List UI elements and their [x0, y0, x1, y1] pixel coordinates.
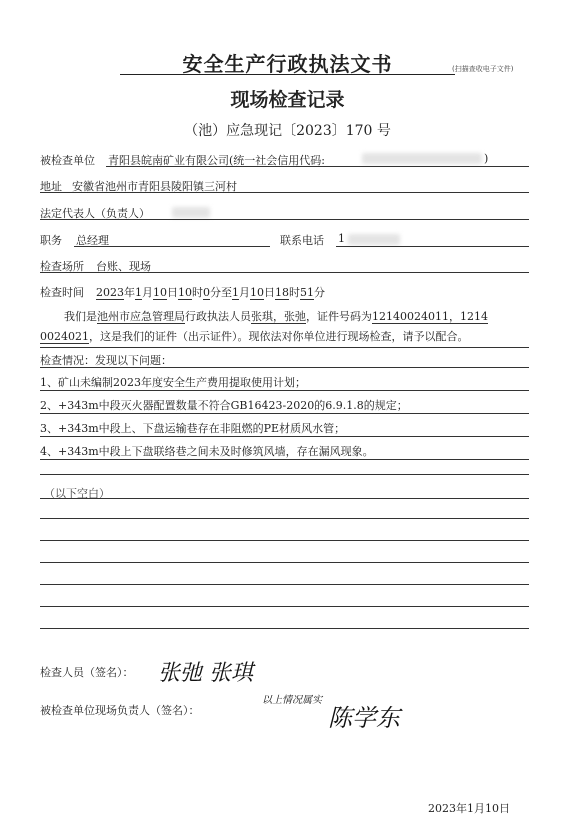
statement-org: 池州市应急管理局	[97, 310, 185, 323]
responsible-signature: 陈学东	[328, 704, 400, 732]
finding-item: 3、+343m中段上、下盘运输巷存在非阻燃的PE材质风水管；	[40, 422, 346, 435]
finding-item: 2、+343m中段灭火器配置数量不符合GB16423-2020的6.9.1.8的规定；	[40, 399, 408, 412]
time-label: 检查时间	[40, 286, 84, 299]
rule-2	[40, 390, 529, 391]
rule-3	[40, 413, 529, 414]
address-value: 安徽省池州市青阳县陵阳镇三河村	[72, 180, 237, 193]
responsible-label: 被检查单位现场负责人（签名）：	[40, 704, 200, 717]
statement-ids-cont: 0024021	[40, 330, 89, 343]
statement-line-2: 0024021，这是我们的证件（出示证件）。现依法对你单位进行现场检查，请予以配合。	[40, 330, 469, 343]
finding-item: 1、矿山未编制2023年度安全生产费用提取使用计划；	[40, 376, 306, 389]
unit-suffix: )	[484, 152, 489, 165]
redacted-legal-rep	[172, 207, 210, 218]
legal-rep-label: 法定代表人（负责人）	[40, 207, 150, 220]
title-underline	[120, 74, 455, 75]
responsible-signature-note: 以上情况属实	[262, 695, 322, 706]
rule-8	[40, 518, 529, 519]
blank-note: （以下空白）	[44, 487, 110, 500]
phone-label: 联系电话	[280, 234, 324, 247]
rule-1	[40, 367, 529, 368]
place-label: 检查场所	[40, 260, 84, 273]
rule-7	[40, 498, 529, 499]
rule-4	[40, 436, 529, 437]
unit-underline	[106, 166, 529, 167]
statement-line-1: 我们是池州市应急管理局行政执法人员张琪，张弛，证件号码为12140024011，1214	[64, 310, 488, 323]
time-end-day: 10	[250, 286, 264, 299]
position-underline	[74, 246, 270, 247]
address-label: 地址	[40, 180, 62, 193]
finding-item: 4、+343m中段上下盘联络巷之间未及时修筑风墙，存在漏风现象。	[40, 445, 374, 458]
time-month: 1	[135, 286, 142, 299]
time-minute: 0	[203, 286, 210, 299]
inspection-time: 2023年1月10日10时0分至1月10日18时51分	[96, 286, 325, 299]
statement-ids: 12140024011，1214	[372, 310, 488, 323]
address-underline	[40, 192, 529, 193]
time-day: 10	[153, 286, 167, 299]
rule-12	[40, 606, 529, 607]
rule-10	[40, 562, 529, 563]
redacted-phone	[348, 234, 400, 245]
legal-rep-underline	[40, 219, 529, 220]
unit-label: 被检查单位	[40, 154, 95, 167]
time-hour: 10	[178, 286, 192, 299]
position-value: 总经理	[76, 234, 109, 247]
inspection-label: 检查情况：发现以下问题：	[40, 354, 172, 367]
phone-value: 1	[338, 232, 345, 245]
rule-5	[40, 459, 529, 460]
record-title: 现场检查记录	[230, 89, 345, 111]
document-date: 2023年1月10日	[428, 802, 510, 815]
statement-underline	[40, 347, 529, 348]
time-year: 2023	[96, 286, 124, 299]
time-end-month: 1	[232, 286, 239, 299]
rule-9	[40, 540, 529, 541]
statement-names: 张琪，张弛	[251, 310, 306, 323]
inspector-label: 检查人员（签名）：	[40, 666, 134, 679]
time-end-minute: 51	[300, 286, 314, 299]
document-title: 安全生产行政执法文书	[182, 52, 393, 76]
place-value: 台账、现场	[96, 260, 151, 273]
place-underline	[40, 272, 529, 273]
phone-underline	[336, 246, 529, 247]
document-number: （池）应急现记〔2023〕170 号	[184, 123, 391, 139]
scan-note: (扫描查收电子文件)	[452, 65, 514, 73]
position-label: 职务	[40, 234, 62, 247]
unit-value: 青阳县皖南矿业有限公司(统一社会信用代码:	[108, 154, 325, 167]
redacted-credit-code	[362, 153, 482, 164]
time-end-hour: 18	[275, 286, 289, 299]
inspector-signature: 张弛 张琪	[158, 661, 253, 686]
rule-6	[40, 474, 529, 475]
rule-11	[40, 584, 529, 585]
rule-13	[40, 628, 529, 629]
